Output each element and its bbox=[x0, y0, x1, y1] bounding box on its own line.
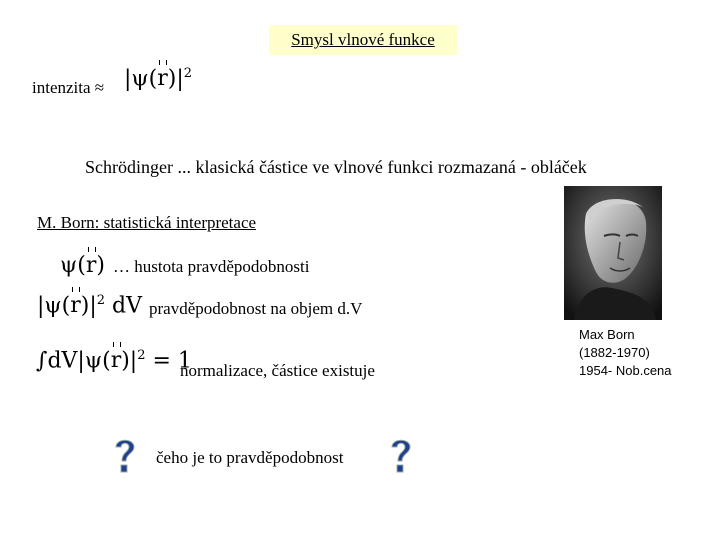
caption-name: Max Born bbox=[579, 327, 635, 342]
intensity-label: intenzita ≈ bbox=[32, 78, 105, 97]
normalization-formula: $\int dV|\psi(r)|^2 = 1$ bbox=[36, 348, 192, 374]
caption-years: (1882-1970) bbox=[579, 345, 650, 360]
psi-formula: ψ(r) bbox=[60, 253, 105, 278]
caption-nobel: 1954- Nob.cena bbox=[579, 363, 672, 378]
slide-title: Smysl vlnové funkce bbox=[269, 25, 457, 55]
question-mark-icon bbox=[110, 434, 140, 483]
question-mark-icon bbox=[386, 434, 416, 483]
photo-caption bbox=[579, 326, 672, 380]
per-volume-text: pravděpodobnost na objem d.V bbox=[149, 299, 363, 318]
portrait-photo bbox=[564, 186, 662, 320]
question-text: čeho je to pravděpodobnost bbox=[156, 448, 344, 467]
born-label: M. Born: statistická interpretace bbox=[37, 213, 257, 232]
density-text: … hustota pravděpodobnosti bbox=[113, 257, 310, 276]
probability-volume-formula: $|\psi(r)|^2$ dV bbox=[37, 293, 143, 319]
intensity-formula: $|\psi(r)|^2$ bbox=[124, 66, 193, 92]
normalization-text: normalizace, částice existuje bbox=[180, 361, 375, 380]
schrodinger-text: Schrödinger ... klasická částice ve vlnové funkci rozmazaná - obláček bbox=[85, 157, 587, 177]
